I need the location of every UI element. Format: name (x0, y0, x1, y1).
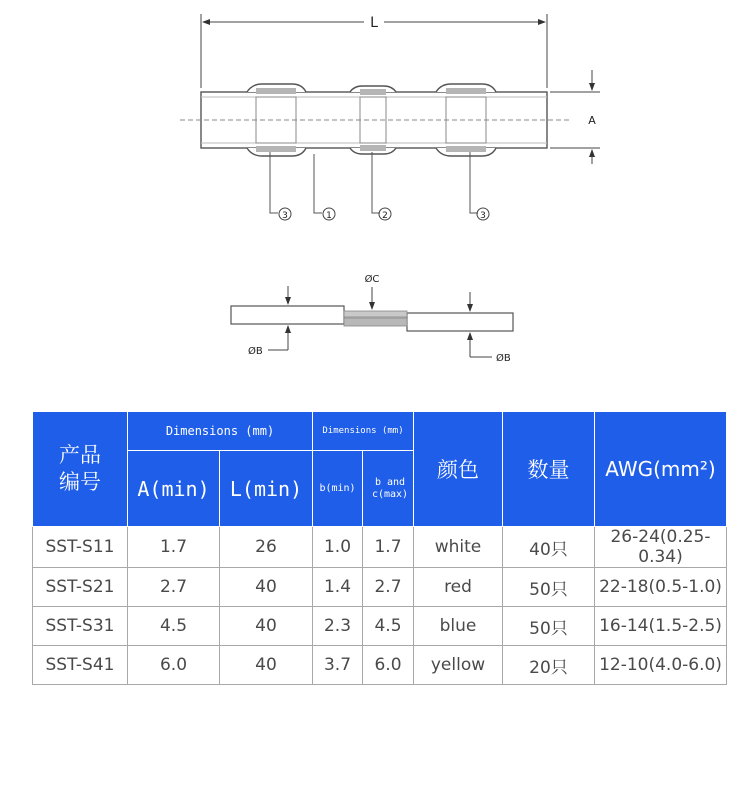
svg-text:3: 3 (480, 211, 486, 221)
cell-a: 4.5 (128, 607, 220, 646)
cell-a: 2.7 (128, 568, 220, 607)
header-dimensions-group-2: Dimensions (mm) (313, 412, 414, 451)
cell-qty: 40只 (503, 527, 595, 568)
cell-l: 40 (220, 646, 313, 685)
header-dimensions-group: Dimensions (mm) (128, 412, 313, 451)
cell-b: 3.7 (313, 646, 363, 685)
cell-color: white (414, 527, 503, 568)
cell-l: 40 (220, 607, 313, 646)
outer-diameter-dimension (550, 70, 600, 164)
spec-table (32, 411, 727, 685)
insulation-diameter-left-label: ØB (248, 346, 263, 357)
cell-a: 6.0 (128, 646, 220, 685)
table-row (33, 527, 727, 568)
table-row (33, 607, 727, 646)
cell-code: SST-S21 (33, 568, 128, 607)
cross-section-drawing (231, 273, 513, 364)
cell-awg: 26-24(0.25-0.34) (595, 527, 727, 568)
callout-3-left (279, 208, 291, 221)
cell-bc: 2.7 (363, 568, 414, 607)
cell-bc: 6.0 (363, 646, 414, 685)
insulation-diameter-right-label: ØB (496, 353, 511, 364)
header-bc-max: b and c(max) (363, 451, 414, 527)
cell-awg: 16-14(1.5-2.5) (595, 607, 727, 646)
header-a-min: A(min) (128, 451, 220, 527)
callout-2 (379, 208, 391, 221)
connector-body (180, 84, 570, 156)
conductor-diameter-label: ØC (364, 274, 380, 285)
cell-code: SST-S11 (33, 527, 128, 568)
header-quantity: 数量 (503, 412, 595, 527)
cell-a: 1.7 (128, 527, 220, 568)
callouts (270, 152, 489, 221)
cell-bc: 4.5 (363, 607, 414, 646)
cell-color: blue (414, 607, 503, 646)
cell-b: 1.4 (313, 568, 363, 607)
cell-code: SST-S31 (33, 607, 128, 646)
callout-1 (323, 208, 335, 221)
table-row (33, 568, 727, 607)
cell-l: 26 (220, 527, 313, 568)
cell-awg: 22-18(0.5-1.0) (595, 568, 727, 607)
svg-text:3: 3 (282, 211, 288, 221)
header-awg: AWG(mm²) (595, 412, 727, 527)
cell-b: 2.3 (313, 607, 363, 646)
header-b-min: b(min) (313, 451, 363, 527)
cell-awg: 12-10(4.0-6.0) (595, 646, 727, 685)
cell-qty: 50只 (503, 568, 595, 607)
cell-color: red (414, 568, 503, 607)
table-row (33, 646, 727, 685)
cell-color: yellow (414, 646, 503, 685)
header-color: 颜色 (414, 412, 503, 527)
svg-text:1: 1 (326, 211, 332, 221)
header-l-min: L(min) (220, 451, 313, 527)
cell-bc: 1.7 (363, 527, 414, 568)
header-product-code: 产品 编号 (33, 412, 128, 527)
outer-diameter-label: A (588, 114, 596, 127)
length-label: L (370, 15, 378, 31)
callout-3-right (477, 208, 489, 221)
cell-b: 1.0 (313, 527, 363, 568)
cell-l: 40 (220, 568, 313, 607)
length-dimension (201, 14, 547, 88)
cell-qty: 20只 (503, 646, 595, 685)
header-row-1 (33, 412, 727, 451)
cell-code: SST-S41 (33, 646, 128, 685)
cell-qty: 50只 (503, 607, 595, 646)
svg-text:2: 2 (382, 211, 388, 221)
